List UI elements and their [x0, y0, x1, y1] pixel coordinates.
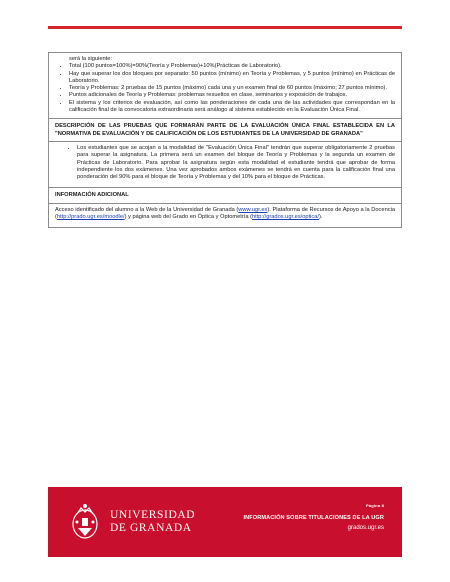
prado-platform-link[interactable]: http://prado.ugr.es/moodle/ [56, 214, 125, 221]
additional-info-text: ). Plataforma de Recursos de Apoyo a la Docencia ( [55, 206, 395, 221]
additional-info-heading-cell [49, 188, 401, 203]
course-guide-table [48, 52, 402, 228]
evaluation-item: • Teoría y Problemas: 2 pruebas de 15 puntos (máximo) cada una y un examen final de 60 puntos (máximo; 27 puntos mínimo). [69, 85, 395, 92]
evaluation-item: • Total (100 puntos=100%)=90%(Teoría y Problemas)+10%(Prácticas de Laboratorio). [69, 63, 395, 70]
unique-evaluation-body-cell [49, 142, 401, 188]
evaluation-system-cell [49, 53, 401, 119]
additional-info-text: ). [319, 214, 323, 221]
evaluation-item: • Puntos adicionales de Teoría y Problemas: problemas resueltos en clase, seminarios y exposición de trabajos. [69, 92, 395, 99]
page-number: Página 8 [365, 503, 384, 508]
evaluation-item: • Hay que superar los dos bloques por separado: 50 puntos (mínimo) en Teoría y Problemas, y 5 puntos (mínimo) en Prácticas de Laboratorio. [69, 71, 395, 86]
footer-banner [48, 487, 402, 557]
evaluation-intro: será la siguiente: [69, 56, 112, 62]
additional-info-heading: INFORMACIÓN ADICIONAL [55, 192, 129, 199]
unique-evaluation-list [55, 145, 395, 181]
unique-evaluation-heading-cell [49, 119, 401, 142]
ugr-website-link[interactable]: www.ugr.es [238, 206, 268, 213]
university-name-line1: UNIVERSIDAD [110, 509, 196, 521]
evaluation-item: • El sistema y los criterios de evaluación, así como las ponderaciones de cada una de las actividades que correspondan en la calificación final de la convocatoria extraordinaria será análogo al sistema establecido en la Evaluación Única Final. [69, 100, 395, 115]
additional-info-body-cell [49, 204, 401, 228]
additional-info-text: Acceso identificado del alumno a la Web de la Universidad de Granada ( [55, 206, 239, 213]
footer-title: INFORMACIÓN SOBRE TITULACIONES DE LA UGR [243, 515, 384, 521]
university-seal-icon [68, 502, 102, 542]
optica-degree-link[interactable]: http://grados.ugr.es/optica/ [251, 214, 320, 221]
evaluation-list [55, 63, 395, 114]
university-name-line2: DE GRANADA [110, 521, 192, 534]
university-logotype [110, 509, 195, 534]
unique-evaluation-item: • Los estudiantes que se acojan a la modalidad de "Evaluación Única Final" tendrán que superar obligatoriamente 2 pruebas para superar la asignatura. La primera será un examen del bloque de Teoría y Problemas y la segunda un examen de Prácticas de Laboratorio. Para aprobar la asignatura según esta modalidad el estudiante tendrá que aprobar de forma independiente los dos exámenes. Una vez aprobados ambos exámenes se tendrá en cuenta para la calificación final una ponderación del 90% para el bloque de Teoría y Problemas y del 10% para el bloque de Prácticas. [77, 145, 395, 181]
footer-site-link[interactable]: grados.ugr.es [347, 525, 384, 531]
unique-evaluation-heading: DESCRIPCIÓN DE LAS PRUEBAS QUE FORMARÁN PARTE DE LA EVALUACIÓN ÚNICA FINAL ESTABLECIDA EN LA "NORMATIVA DE EVALUACIÓN Y DE CALIFICACIÓN DE LOS ESTUDIANTES DE LA UNIVERSIDAD DE GRANADA" [55, 123, 395, 137]
additional-info-text: ) y página web del Grado en Óptica y Optometría ( [124, 214, 252, 221]
header-red-rule [48, 26, 402, 29]
